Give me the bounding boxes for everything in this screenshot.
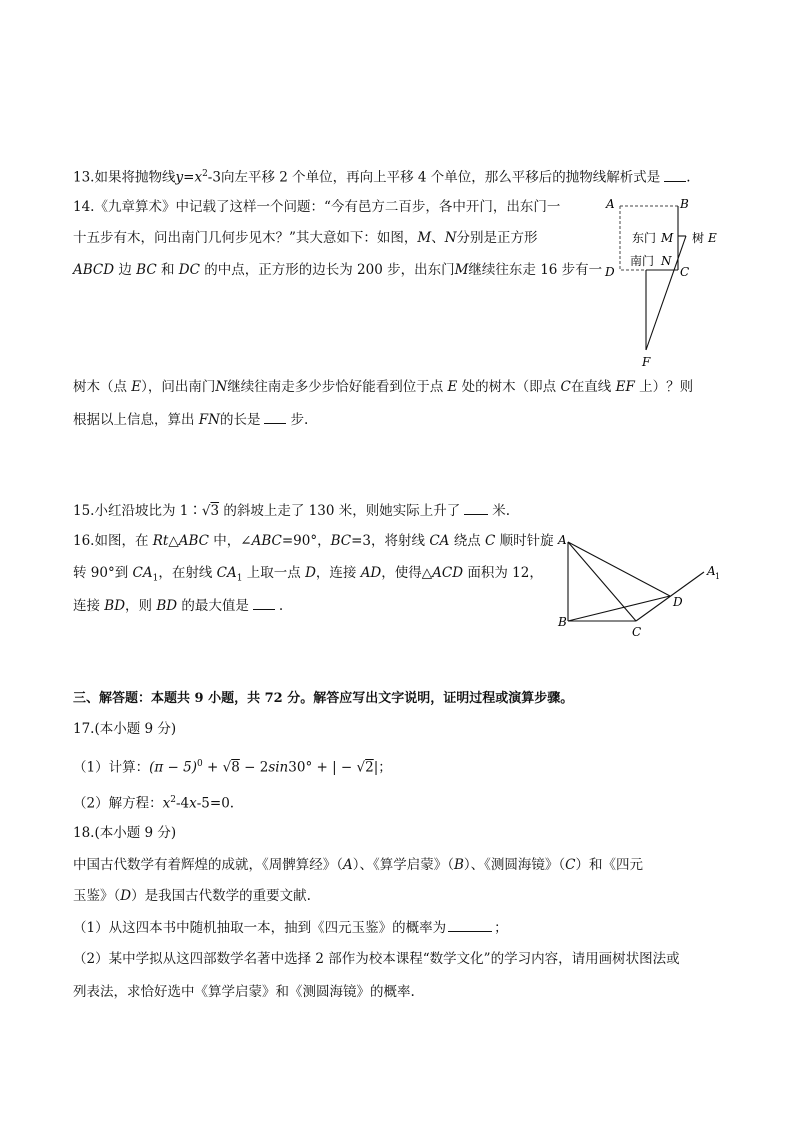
q17-exp: 0 xyxy=(196,759,203,769)
q17-expr: − 2 xyxy=(239,759,269,776)
q16-var: BD xyxy=(104,598,126,614)
q18-title: 18.(本小题 9 分) xyxy=(73,825,177,841)
q14-var: N xyxy=(215,379,228,395)
q15-text: 15.小红沿坡比为 1∶ xyxy=(73,503,202,519)
q18-text: ； xyxy=(494,920,508,936)
q14-var: N xyxy=(444,230,457,246)
q17-text: -5=0. xyxy=(196,795,235,812)
label-A: A xyxy=(606,197,615,211)
question-17-title xyxy=(73,719,176,739)
q18-text: 列表法，求恰好选中《算学启蒙》和《测圆海镜》的概率. xyxy=(73,984,415,1000)
question-14-line5 xyxy=(73,409,308,430)
q17-expr: 30° + | − xyxy=(288,759,357,776)
question-17-part1 xyxy=(73,754,392,778)
q14-var: BC xyxy=(136,262,157,278)
label-A1: A xyxy=(707,564,716,578)
q16-text: =3，将射线 xyxy=(351,533,430,549)
label-B: B xyxy=(558,615,567,629)
q16-text: 上取一点 xyxy=(242,565,306,581)
q14-text: 上）？则 xyxy=(634,379,694,395)
q13-var-y: y xyxy=(175,169,184,186)
q13-exp: 2 xyxy=(202,169,208,179)
q16-text: ，连接 xyxy=(315,565,361,581)
q16-var: AD xyxy=(360,565,382,581)
q18-text: ）、《算学启蒙》（ xyxy=(352,857,454,873)
q14-text: 继续往东走 16 步有一 xyxy=(468,262,603,278)
q16-text: 绕点 xyxy=(449,533,486,549)
question-14-line2 xyxy=(73,228,538,248)
sqrt-symbol: √ xyxy=(356,759,366,776)
q18-var: C xyxy=(565,857,576,873)
q14-text: 在直线 xyxy=(570,379,616,395)
q17-expr: sin xyxy=(268,759,289,776)
label-east-gate: 东门 xyxy=(632,231,657,245)
q16-text: ，在射线 xyxy=(158,565,217,581)
q14-var: M xyxy=(454,262,469,278)
label-tree: 树 xyxy=(692,231,705,245)
q16-text: 16.如图，在 xyxy=(73,533,153,549)
q14-var: E xyxy=(447,379,458,395)
q15-answer-blank[interactable] xyxy=(464,500,488,515)
question-18-title xyxy=(73,823,176,843)
label-C: C xyxy=(632,625,642,639)
q13-end: . xyxy=(686,169,691,186)
question-18-line2 xyxy=(73,886,311,906)
q14-var: E xyxy=(131,379,142,395)
q14-var: ABCD xyxy=(73,262,115,278)
label-D: D xyxy=(605,265,615,279)
q16-var: ABC xyxy=(251,533,282,549)
q14-var: C xyxy=(560,379,571,395)
label-M: M xyxy=(661,231,674,245)
label-F: F xyxy=(642,355,651,369)
q14-figure xyxy=(598,192,730,372)
label-B: B xyxy=(680,197,689,211)
q14-var: EF xyxy=(615,379,635,395)
q17-var: x xyxy=(162,795,171,812)
q18-text: （1）从这四本书中随机抽取一本，抽到《四元玉鉴》的概率为 xyxy=(73,920,447,936)
q16-answer-blank[interactable] xyxy=(253,595,275,610)
section-3-heading xyxy=(73,689,573,709)
q17-title: 17.(本小题 9 分) xyxy=(73,721,177,737)
q14-var: FN xyxy=(198,412,220,428)
q14-text: 、 xyxy=(431,230,445,246)
q16-text: △ xyxy=(168,533,179,549)
q17-var: x xyxy=(189,795,197,812)
q18-text: ）是我国古代数学的重要文献. xyxy=(131,888,311,904)
q18-text: ）和《四元 xyxy=(575,857,644,873)
q16-var: ABC xyxy=(178,533,209,549)
q14-text: 步. xyxy=(290,412,309,428)
q14-text: 继续往南走多少步恰好能看到位于点 xyxy=(227,379,448,395)
q16-text: 转 90°到 xyxy=(73,565,133,581)
q14-text: 的中点，正方形的边长为 200 步，出东门 xyxy=(199,262,455,278)
q17-radicand: 8 xyxy=(231,759,240,776)
q16-text: 的最大值是 xyxy=(177,598,249,614)
q16-var: Rt xyxy=(152,533,169,549)
q16-text: 面积为 12， xyxy=(463,565,543,581)
q17-expr: |； xyxy=(373,759,392,776)
q17-expr: (π − 5) xyxy=(149,759,197,776)
label-south-gate: 南门 xyxy=(630,254,655,268)
q16-text: . xyxy=(278,598,284,614)
label-A: A xyxy=(558,533,567,547)
question-16-line1 xyxy=(73,531,554,551)
q16-var: CA xyxy=(132,565,153,581)
question-18-part1 xyxy=(73,917,508,938)
q18-var: D xyxy=(120,888,132,904)
q17-exp: 2 xyxy=(170,795,176,805)
q14-text: 的长是 xyxy=(219,412,261,428)
question-14-line3 xyxy=(73,260,602,280)
q16-text: =90°， xyxy=(281,533,331,549)
q18-text: ）、《测圆海镜》（ xyxy=(463,857,566,873)
sqrt-symbol: √ xyxy=(201,503,211,519)
q16-sub: 1 xyxy=(152,573,159,584)
q14-text: 处的树木（即点 xyxy=(457,379,561,395)
q18-answer-blank[interactable] xyxy=(448,917,492,932)
q14-text: ），问出南门 xyxy=(141,379,216,395)
q13-text2: -3向左平移 2 个单位，再向上平移 4 个单位，那么平移后的抛物线解析式是 xyxy=(207,169,661,186)
q14-var: DC xyxy=(178,262,200,278)
question-18-line1 xyxy=(73,855,643,875)
q16-var: ACD xyxy=(432,565,464,581)
q17-text: （2）解方程： xyxy=(73,795,163,812)
question-13 xyxy=(73,164,691,188)
label-C: C xyxy=(680,265,690,279)
q18-text: （2）某中学拟从这四部数学名著中选择 2 部作为校本课程“数学文化”的学习内容，请用画树状图法或 xyxy=(73,951,680,967)
q13-text: 13.如果将抛物线 xyxy=(73,169,176,186)
question-15 xyxy=(73,500,510,521)
q16-var: CA xyxy=(429,533,450,549)
q18-var: A xyxy=(343,857,353,873)
question-18-part2-line2 xyxy=(73,982,415,1002)
q18-text: 玉鉴》（ xyxy=(73,888,121,904)
q16-var: CA xyxy=(216,565,237,581)
q16-var: BC xyxy=(330,533,352,549)
label-N: N xyxy=(661,254,672,268)
q16-var: C xyxy=(485,533,496,549)
q14-text: 十五步有木，问出南门几何步见木？”其大意如下：如图， xyxy=(73,230,418,246)
question-16-line2 xyxy=(73,563,543,589)
q16-text: 顺时针旋 xyxy=(495,533,554,549)
q13-var-x: x xyxy=(194,169,203,186)
q15-text: 的斜坡上走了 130 米，则她实际上升了 xyxy=(219,503,461,519)
label-E: E xyxy=(708,231,717,245)
q18-var: B xyxy=(454,857,464,873)
q13-answer-blank[interactable] xyxy=(664,167,686,182)
q14-text: 边 xyxy=(114,262,137,278)
q14-text: 根据以上信息，算出 xyxy=(73,412,199,428)
q16-text: ，则 xyxy=(125,598,157,614)
q17-expr: + xyxy=(202,759,223,776)
q17-text: （1）计算： xyxy=(73,759,150,776)
question-14-line4 xyxy=(73,377,693,397)
section-3-text: 三、解答题：本题共 9 小题，共 72 分。解答应写出文字说明，证明过程或演算步骤。 xyxy=(73,691,574,706)
q17-radicand: 2 xyxy=(365,759,374,776)
q16-var: BD xyxy=(156,598,178,614)
q16-text: 中，∠ xyxy=(209,533,252,549)
q14-text: 树木（点 xyxy=(73,379,132,395)
sqrt-symbol: √ xyxy=(222,759,232,776)
q16-text: ，使得△ xyxy=(381,565,433,581)
question-14-line1 xyxy=(73,197,560,217)
q16-text: 连接 xyxy=(73,598,105,614)
question-17-part2 xyxy=(73,790,234,814)
q13-eq: = xyxy=(183,169,195,186)
q14-text: 和 xyxy=(156,262,179,278)
q14-var: M xyxy=(417,230,432,246)
q16-sub: 1 xyxy=(236,573,243,584)
question-18-part2-line1 xyxy=(73,949,680,969)
question-16-line3 xyxy=(73,595,283,616)
q14-text: 分别是正方形 xyxy=(456,230,538,246)
label-D: D xyxy=(673,595,683,609)
q16-figure xyxy=(552,530,732,642)
q17-text: -4 xyxy=(175,795,190,812)
q18-text: 中国古代数学有着辉煌的成就，《周髀算经》（ xyxy=(73,857,343,873)
q14-line1: 14.《九章算术》中记载了这样一个问题：“今有邑方二百步，各中开门，出东门一 xyxy=(73,199,561,215)
q16-var: D xyxy=(305,565,316,581)
label-A1-sub: 1 xyxy=(715,572,721,581)
q15-radicand: 3 xyxy=(210,503,220,519)
q15-text: 米. xyxy=(492,503,511,519)
q14-answer-blank[interactable] xyxy=(264,409,286,424)
